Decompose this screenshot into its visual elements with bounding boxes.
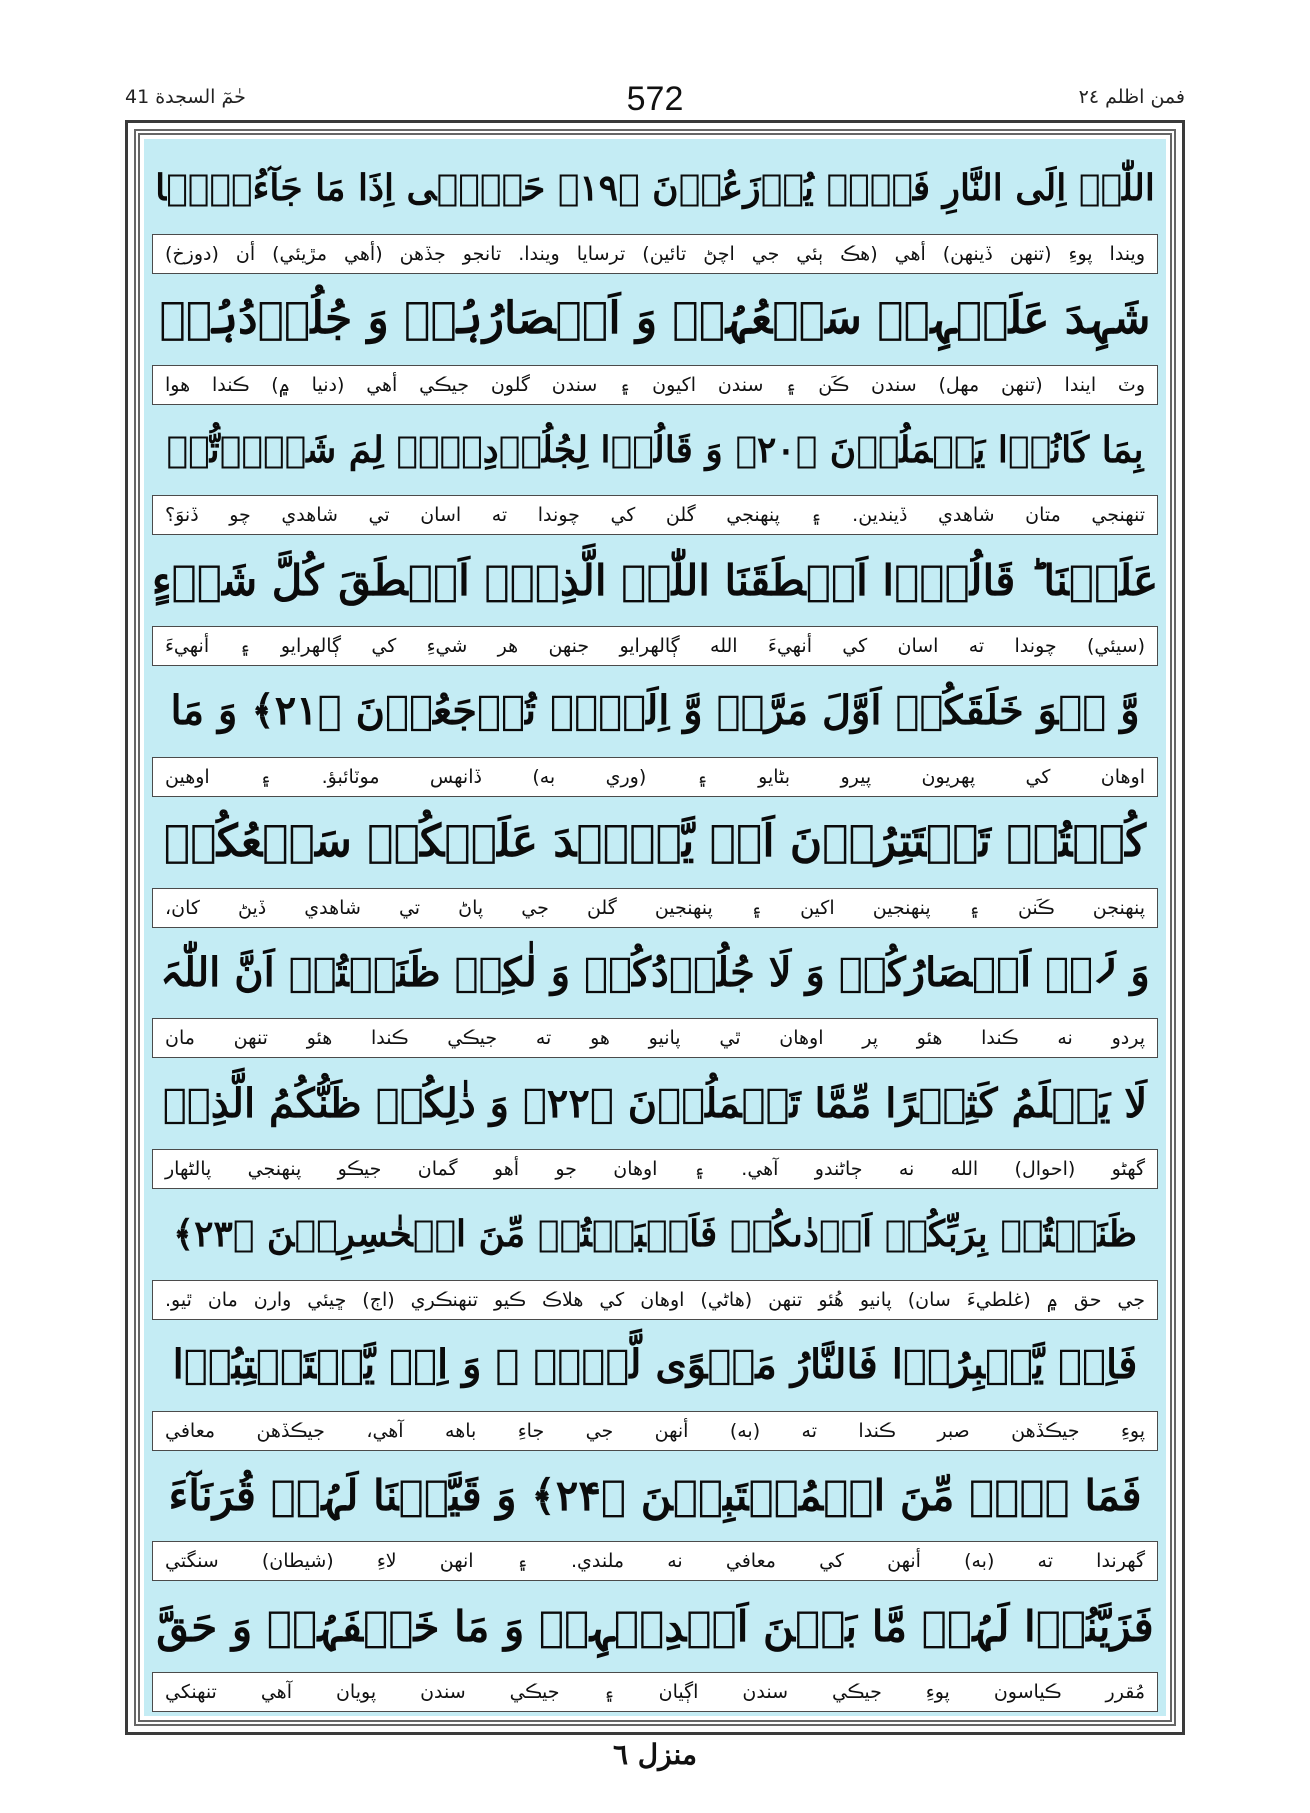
- translation-line: [152, 1018, 1158, 1058]
- arabic-line: کُنۡتُمۡ تَسۡتَتِرُوۡنَ اَنۡ یَّشۡہَدَ عَلَیۡکُمۡ سَمۡعُکُمۡ: [163, 816, 1147, 868]
- translation-text: تنهنجي متان شاهدي ڏيندين. ۽ پنهنجي گلن کي چوندا ته اسان تي شاهدي چو ڏنوَ؟: [165, 504, 1145, 527]
- arabic-line: فَاِنۡ یَّصۡبِرُوۡا فَالنَّارُ مَثۡوًی لَّہُمۡ ۚ وَ اِنۡ یَّسۡتَعۡتِبُوۡا: [172, 1341, 1138, 1389]
- verse-block: [152, 928, 1158, 1059]
- verse-block: [152, 535, 1158, 666]
- translation-text: گهڻو (احوال) الله نه ڄاڻندو آهي. ۽ اوهان جو أهو گمان جيڪو پنهنجي پالڻهار: [165, 1158, 1145, 1180]
- translation-line: [152, 888, 1158, 928]
- translation-text: اوهان کي پهريون پيرو بڻايو ۽ (وري به) ڏانهس موٽائبؤ. ۽ اوهين: [165, 765, 1145, 788]
- translation-text: پنهنجن ڪَنن ۽ پنهنجين اکين ۽ پنهنجين گلن جي پاڻ تي شاهدي ڏيڻ کان،: [165, 896, 1145, 919]
- translation-line: [152, 1280, 1158, 1320]
- translation-text: جي حق ۾ (غلطيءَ سان) پانيو هُئو تنهن (هاڻي) اوهان کي هلاڪ ڪيو تنهنڪري (اڄ) ڇيئي وارن مان ٿيو.: [165, 1288, 1145, 1311]
- verse-block: [152, 1058, 1158, 1189]
- arabic-line: فَزَیَّنُوۡا لَہُمۡ مَّا بَیۡنَ اَیۡدِیۡہِمۡ وَ مَا خَلۡفَہُمۡ وَ حَقَّ: [156, 1601, 1154, 1651]
- translation-text: ويندا پوءِ (تنهن ڏينهن) أهي (هڪ ٻئي جي اچڻ تائين) ترسايا ويندا. تانجو جڏهن (أهي مڙيئي) أن (دوزخ): [165, 242, 1145, 265]
- arabic-line: ظَنَنۡتُمۡ بِرَبِّکُمۡ اَرۡدٰىکُمۡ فَاَصۡبَحۡتُمۡ مِّنَ الۡخٰسِرِیۡنَ ﴿۲۳﴾: [173, 1213, 1137, 1256]
- translation-line: [152, 1411, 1158, 1451]
- translation-line: [152, 626, 1158, 666]
- translation-line: [152, 495, 1158, 535]
- manzil-footer: منزل ٦: [612, 1738, 698, 1771]
- verse-block: [152, 1320, 1158, 1451]
- translation-line: [152, 1149, 1158, 1189]
- arabic-line: وَّ ہُوَ خَلَقَکُمۡ اَوَّلَ مَرَّۃٍ وَّ اِلَیۡہِ تُرۡجَعُوۡنَ ﴿۲۱﴾ وَ مَا: [170, 687, 1140, 735]
- verse-block: [152, 666, 1158, 797]
- translation-line: [152, 1541, 1158, 1581]
- page-number: 572: [626, 80, 684, 118]
- surah-name: حٰمٓ السجدة 41: [125, 86, 246, 108]
- text-panel: [144, 139, 1166, 1716]
- verse-block: [152, 143, 1158, 274]
- arabic-line: وَ لَاۤ اَبۡصَارُکُمۡ وَ لَا جُلُوۡدُکُمۡ وَ لٰکِنۡ ظَنَنۡتُمۡ اَنَّ اللّٰہَ: [160, 948, 1150, 996]
- verse-block: [152, 405, 1158, 536]
- translation-text: مُقرر ڪياسون پوءِ جيڪي سندن اڳيان ۽ جيڪي سندن پويان آهي تنهنکي: [165, 1681, 1145, 1703]
- verse-block: [152, 797, 1158, 928]
- translation-text: وٽ ايندا (تنهن مهل) سندن ڪَن ۽ سندن اکيون ۽ سندن گلون جيڪي أهي (دنيا ۾) ڪندا هوا: [165, 373, 1145, 396]
- page-frame: [125, 120, 1185, 1735]
- verse-block: [152, 1189, 1158, 1320]
- arabic-line: عَلَیۡنَا ؕ قَالُوۡۤا اَنۡطَقَنَا اللّٰہُ الَّذِیۡۤ اَنۡطَقَ کُلَّ شَیۡءٍ: [152, 555, 1158, 605]
- translation-text: گهرندا ته (به) أنهن کي معافي نه ملندي. ۽ انهن لاءِ (شيطان) سنگتي: [165, 1550, 1145, 1573]
- frame-border: [134, 129, 1176, 1726]
- page-header: [125, 80, 1185, 120]
- arabic-line: فَمَا ہُمۡ مِّنَ الۡمُعۡتَبِیۡنَ ﴿۲۴﴾ وَ قَیَّضۡنَا لَہُمۡ قُرَنَآءَ: [168, 1470, 1142, 1520]
- verse-block: [152, 274, 1158, 405]
- translation-line: [152, 234, 1158, 274]
- arabic-line: اللّٰہِ اِلَی النَّارِ فَہُمۡ یُوۡزَعُوۡنَ ﴿۱۹﴾ حَتّٰۤی اِذَا مَا جَآءُوۡہَا: [155, 167, 1155, 210]
- juz-name: فمن اظلم ٢٤: [1078, 86, 1185, 108]
- translation-line: [152, 757, 1158, 797]
- arabic-line: بِمَا کَانُوۡا یَعۡمَلُوۡنَ ﴿۲۰﴾ وَ قَالُوۡا لِجُلُوۡدِہِمۡ لِمَ شَہِدۡتُّمۡ: [166, 428, 1144, 471]
- translation-line: [152, 365, 1158, 405]
- translation-text: پوءِ جيڪڏهن صبر ڪندا ته (به) أنهن جي جاءِ باهه آهي، جيڪڏهن معافي: [165, 1419, 1145, 1442]
- translation-line: [152, 1672, 1158, 1712]
- arabic-line: لَا یَعۡلَمُ کَثِیۡرًا مِّمَّا تَعۡمَلُوۡنَ ﴿۲۲﴾ وَ ذٰلِکُمۡ ظَنُّکُمُ الَّذِیۡ: [162, 1079, 1148, 1127]
- verse-block: [152, 1451, 1158, 1582]
- translation-text: پردو نه ڪندا هئو پر اوهان ٿي پانيو هو ته جيڪي ڪندا هئو تنهن مان: [165, 1027, 1145, 1050]
- arabic-line: شَہِدَ عَلَیۡہِمۡ سَمۡعُہُمۡ وَ اَبۡصَارُہُمۡ وَ جُلُوۡدُہُمۡ: [159, 293, 1151, 345]
- translation-text: (سيئي) چوندا ته اسان کي أنهيءَ الله ڳالهرايو جنهن هر شيءِ کي ڳالهرايو ۽ أنهيءَ: [165, 635, 1145, 657]
- verse-block: [152, 1581, 1158, 1712]
